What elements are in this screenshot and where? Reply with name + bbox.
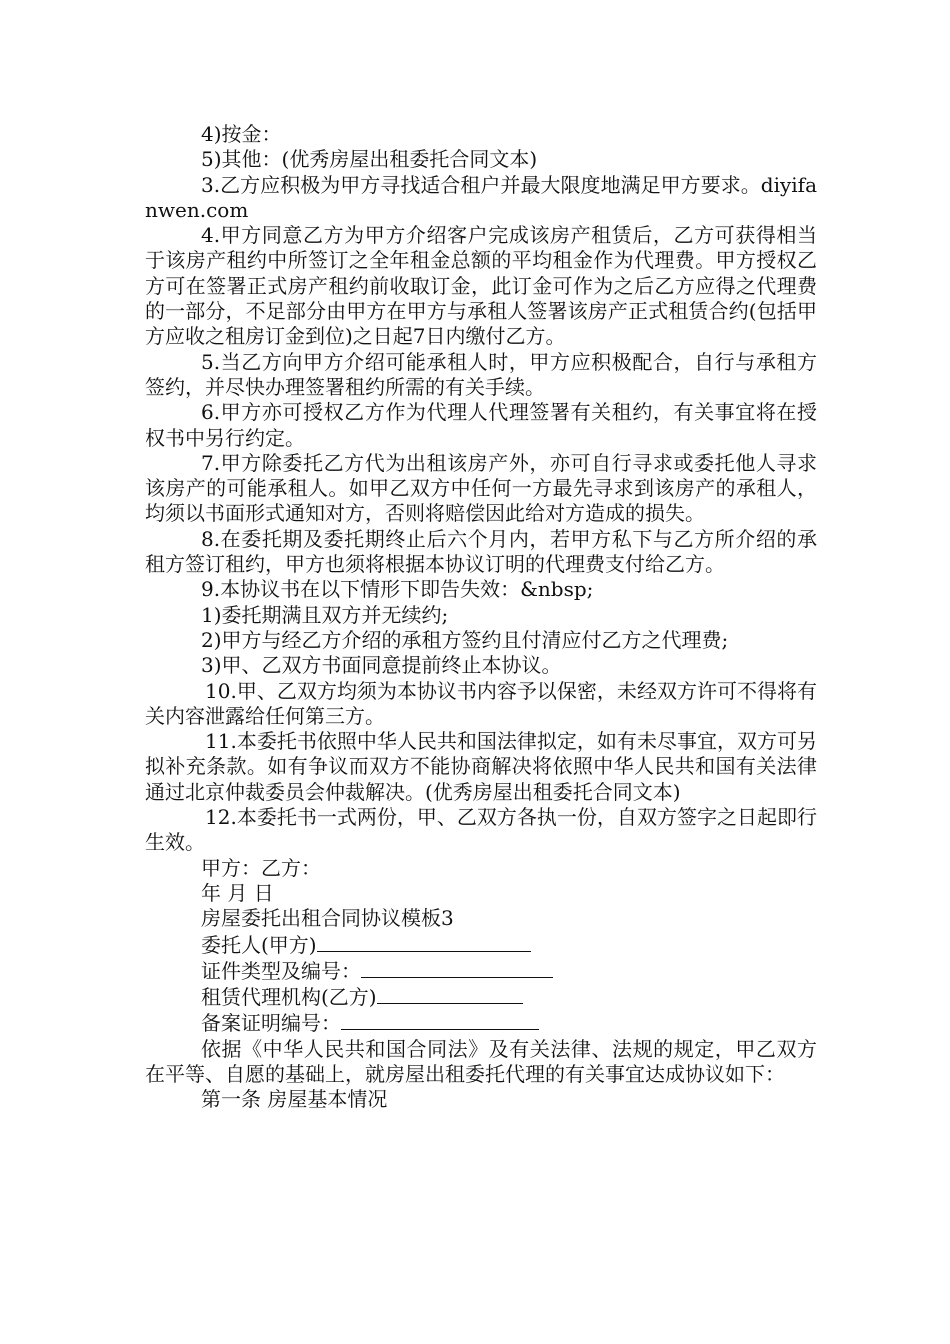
clause-3: 3.乙方应积极为甲方寻找适合租户并最大限度地满足甲方要求。diyifanwen.com bbox=[145, 172, 817, 222]
id-type-line bbox=[145, 958, 817, 984]
filing-number-blank bbox=[341, 1010, 539, 1030]
clause-6: 6.甲方亦可授权乙方作为代理人代理签署有关租约，有关事宜将在授权书中另行约定。 bbox=[145, 400, 817, 450]
clause-7: 7.甲方除委托乙方代为出租该房产外，亦可自行寻求或委托他人寻求该房产的可能承租人。如甲乙双方中任何一方最先寻求到该房产的承租人，均须以书面形式通知对方，否则将赔偿因此给对方造成的损失。 bbox=[145, 450, 817, 526]
clause-10: 10.甲、乙双方均须为本协议书内容予以保密，未经双方许可不得将有关内容泄露给任何第三方。 bbox=[145, 678, 817, 728]
principal-label: 委托人(甲方) bbox=[201, 932, 317, 957]
preamble-paragraph: 依据《中华人民共和国合同法》及有关法律、法规的规定，甲乙双方在平等、自愿的基础上，就房屋出租委托代理的有关事宜达成协议如下： bbox=[145, 1036, 817, 1086]
clause-9-item-1: 1)委托期满且双方并无续约; bbox=[201, 602, 449, 627]
principal-line bbox=[145, 932, 817, 958]
article-1-heading: 第一条 房屋基本情况 bbox=[201, 1087, 388, 1112]
paragraph-other: 5)其他：(优秀房屋出租委托合同文本) bbox=[201, 147, 538, 172]
filing-number-label: 备案证明编号： bbox=[201, 1011, 341, 1036]
principal-blank bbox=[317, 932, 531, 952]
clause-5: 5.当乙方向甲方介绍可能承租人时，甲方应积极配合，自行与承租方签约，并尽快办理签署租约所需的有关手续。 bbox=[145, 349, 817, 399]
agency-blank bbox=[377, 984, 523, 1004]
clause-9-item-2: 2)甲方与经乙方介绍的承租方签约且付清应付乙方之代理费; bbox=[201, 627, 729, 652]
id-type-label: 证件类型及编号： bbox=[201, 958, 361, 983]
signature-parties: 甲方：乙方： bbox=[201, 855, 321, 880]
clause-11: 11.本委托书依照中华人民共和国法律拟定，如有未尽事宜，双方可另拟补充条款。如有争议而双方不能协商解决将依照中华人民共和国有关法律通过北京仲裁委员会仲裁解决。(优秀房屋出租委托合同文本) bbox=[145, 729, 817, 804]
id-type-blank bbox=[361, 958, 553, 978]
clause-12: 12.本委托书一式两份，甲、乙双方各执一份，自双方签字之日起即行生效。 bbox=[145, 805, 817, 855]
template-3-title: 房屋委托出租合同协议模板3 bbox=[201, 906, 454, 931]
clause-9: 9.本协议书在以下情形下即告失效：&nbsp; bbox=[201, 577, 594, 602]
signature-date: 年 月 日 bbox=[201, 880, 274, 905]
clause-9-item-3: 3)甲、乙双方书面同意提前终止本协议。 bbox=[201, 653, 562, 678]
paragraph-deposit: 4)按金： bbox=[201, 122, 282, 146]
document-page bbox=[145, 122, 817, 1113]
clause-4: 4.甲方同意乙方为甲方介绍客户完成该房产租赁后，乙方可获得相当于该房产租约中所签订之全年租金总额的平均租金作为代理费。甲方授权乙方可在签署正式房产租约前收取订金，此订金可作为之后乙方应得之代理费的一部分，不足部分由甲方在甲方与承租人签署该房产正式租赁合约(包括甲方应收之租房订金到位)之日起7日内缴付乙方。 bbox=[145, 223, 817, 349]
filing-number-line bbox=[145, 1010, 817, 1036]
agency-label: 租赁代理机构(乙方) bbox=[201, 985, 377, 1010]
agency-line bbox=[145, 984, 817, 1010]
clause-8: 8.在委托期及委托期终止后六个月内，若甲方私下与乙方所介绍的承租方签订租约，甲方也须将根据本协议订明的代理费支付给乙方。 bbox=[145, 526, 817, 577]
